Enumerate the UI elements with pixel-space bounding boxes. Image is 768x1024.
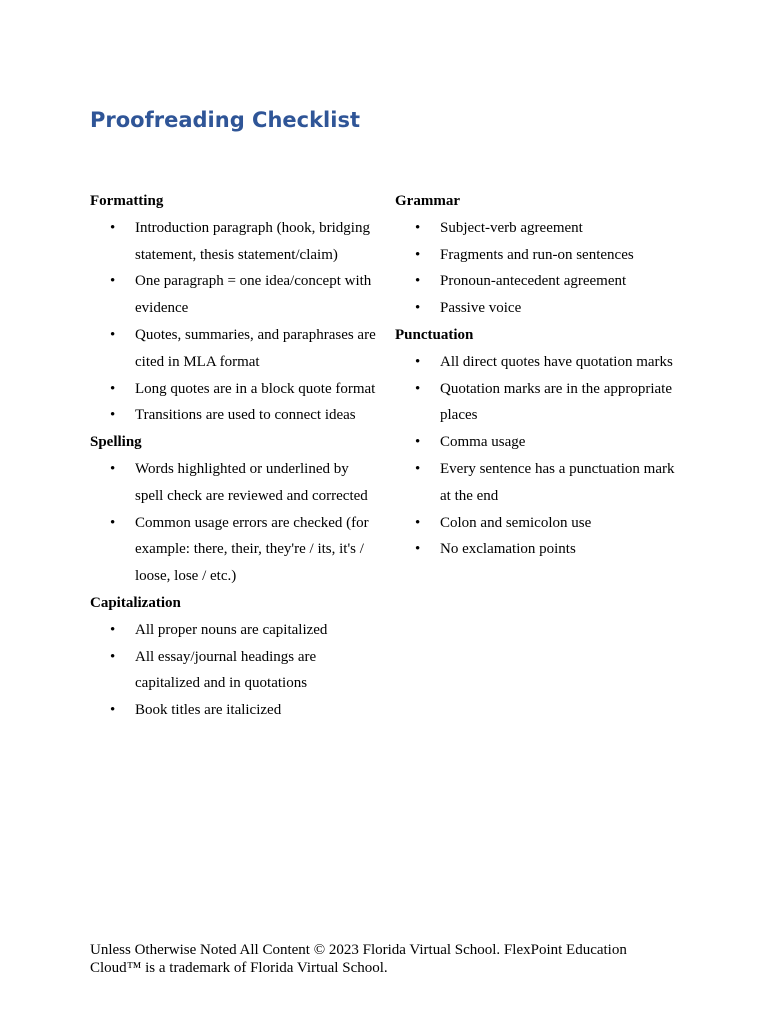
list-item — [395, 429, 685, 456]
list-item-text: Pronoun-antecedent agreement — [440, 273, 627, 290]
checklist-section — [90, 429, 380, 590]
list-item — [395, 376, 685, 430]
bullet-icon: • — [415, 434, 421, 451]
checklist-section — [395, 188, 685, 322]
list-item-text: Words highlighted or underlined by spell check are reviewed and corrected — [135, 460, 368, 504]
checklist-section — [90, 188, 380, 429]
list-item-text: Colon and semicolon use — [440, 514, 592, 531]
list-item-text: Book titles are italicized — [135, 702, 282, 719]
list-item — [395, 349, 685, 376]
list-item-text: All proper nouns are capitalized — [135, 621, 328, 638]
list-item — [90, 617, 380, 644]
checklist-list — [395, 349, 685, 563]
bullet-icon: • — [415, 273, 421, 290]
checklist-list — [395, 215, 685, 322]
bullet-icon: • — [110, 621, 116, 638]
list-item-text: All direct quotes have quotation marks — [440, 353, 673, 370]
checklist-list — [90, 215, 380, 429]
section-heading: Grammar — [395, 193, 460, 209]
list-item-text: Quotes, summaries, and paraphrases are cited in MLA format — [135, 326, 376, 370]
bullet-icon: • — [415, 380, 421, 397]
checklist-section — [395, 322, 685, 563]
list-item — [90, 402, 380, 429]
bullet-icon: • — [110, 702, 116, 719]
list-item-text: Common usage errors are checked (for example: there, their, they're / its, it's / loose, lose / etc.) — [135, 514, 369, 585]
page-title: Proofreading Checklist — [90, 108, 360, 132]
list-item — [90, 644, 380, 698]
list-item — [395, 215, 685, 242]
list-item-text: All essay/journal headings are capitalized and in quotations — [135, 648, 317, 692]
list-item — [395, 456, 685, 510]
list-item — [395, 268, 685, 295]
list-item — [395, 536, 685, 563]
bullet-icon: • — [110, 407, 116, 424]
section-heading: Punctuation — [395, 326, 474, 343]
list-item-text: Fragments and run-on sentences — [440, 246, 634, 263]
bullet-icon: • — [415, 246, 421, 263]
list-item-text: Every sentence has a punctuation mark at the end — [440, 460, 675, 504]
list-item — [90, 268, 380, 322]
list-item-text: Introduction paragraph (hook, bridging statement, thesis statement/claim) — [135, 219, 370, 263]
list-item-text: Comma usage — [440, 434, 526, 451]
list-item-text: Subject-verb agreement — [440, 219, 583, 236]
checklist-section — [90, 590, 380, 724]
left-column — [90, 188, 380, 724]
bullet-icon: • — [110, 460, 116, 477]
bullet-icon: • — [415, 300, 421, 317]
list-item-text: Long quotes are in a block quote format — [135, 380, 376, 397]
bullet-icon: • — [415, 514, 421, 531]
list-item-text: Transitions are used to connect ideas — [135, 407, 356, 424]
list-item — [90, 510, 380, 590]
list-item — [90, 322, 380, 376]
bullet-icon: • — [110, 380, 116, 397]
bullet-icon: • — [110, 326, 116, 343]
section-heading: Formatting — [90, 193, 164, 209]
bullet-icon: • — [415, 353, 421, 370]
bullet-icon: • — [110, 273, 116, 290]
list-item-text: One paragraph = one idea/concept with evidence — [135, 273, 372, 317]
list-item-text: Quotation marks are in the appropriate places — [440, 380, 673, 424]
bullet-icon: • — [415, 541, 421, 558]
right-column — [395, 188, 685, 563]
list-item — [395, 510, 685, 537]
list-item — [90, 456, 380, 510]
section-heading: Capitalization — [90, 594, 181, 611]
list-item — [395, 242, 685, 269]
section-heading: Spelling — [90, 434, 142, 451]
bullet-icon: • — [110, 514, 116, 531]
list-item — [90, 697, 380, 724]
list-item-text: Passive voice — [440, 300, 522, 317]
checklist-list — [90, 456, 380, 590]
list-item — [395, 295, 685, 322]
bullet-icon: • — [110, 219, 116, 236]
bullet-icon: • — [415, 219, 421, 236]
bullet-icon: • — [415, 460, 421, 477]
list-item — [90, 376, 380, 403]
list-item — [90, 215, 380, 269]
list-item-text: No exclamation points — [440, 541, 576, 558]
bullet-icon: • — [110, 648, 116, 665]
checklist-list — [90, 617, 380, 724]
footer-copyright: Unless Otherwise Noted All Content © 2023 Florida Virtual School. FlexPoint Education Cloud™ is a trademark of Florida Virtual School. — [90, 942, 627, 976]
